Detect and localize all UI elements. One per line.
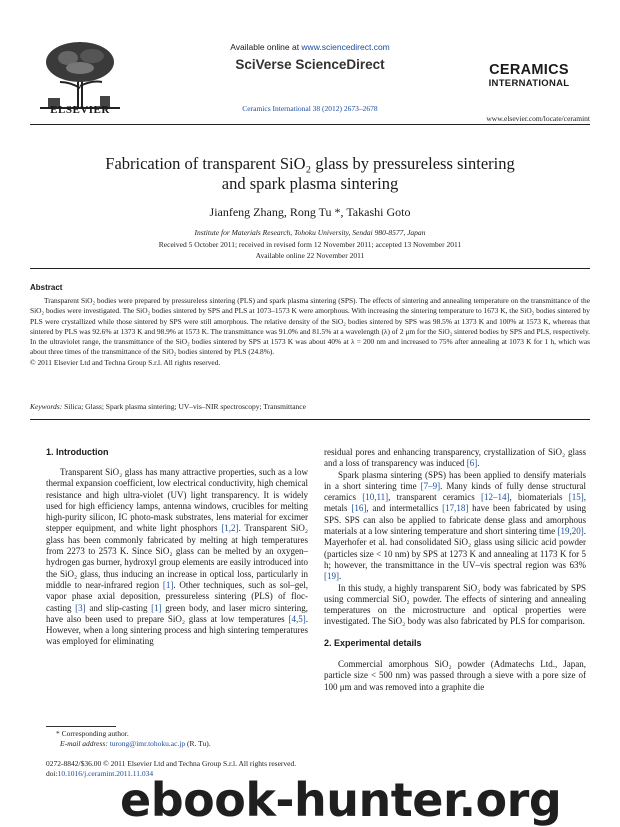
abstract-bottom-divider (30, 419, 590, 420)
email-link[interactable]: turong@imr.tohoku.ac.jp (109, 739, 186, 748)
reference-link[interactable]: [15] (568, 492, 584, 503)
title-line-2: and spark plasma sintering (221, 174, 399, 193)
footnote (46, 729, 308, 749)
reference-link[interactable]: [4,5] (288, 613, 306, 624)
abstract-copyright: © 2011 Elsevier Ltd and Techna Group S.r.l. All rights reserved. (30, 357, 221, 367)
issn-line: 0272-8842/$36.00 © 2011 Elsevier Ltd and Techna Group S.r.l. All rights reserved. (46, 759, 297, 768)
reference-link[interactable]: [7–9] (420, 480, 441, 491)
journal-citation-link[interactable]: Ceramics International 38 (2012) 2673–2678 (242, 104, 378, 113)
journal-url[interactable]: www.elsevier.com/locate/ceramint (486, 114, 590, 123)
experimental-heading: 2. Experimental details (324, 637, 422, 648)
abstract-top-divider (30, 268, 590, 269)
intro-paragraph: Transparent SiO₂ glass has many attractive properties, such as a low thermal expansion coefficient, low electrical conductivity, high chemical resistance and high ultra-violet (UV) light transparency. It is widely used for high efficiency lamps, antenna windows, crucibles for melting high-purity silicon, IC photo-mask substrates, lens material for excimer stepper equipment, and white light phosphors [1,2]. Transparent SiO₂ glass has been commonly fabricated by melting at high temperatures from 2273 to 2573 K. Since SiO₂ glass can be melted by an oxygen–hydrogen gas burner, hydroxyl group elements are easily introduced into the SiO₂ glass, thus inducing an increase in optical loss, particularly in middle to near-infrared region [1]. Other techniques, such as sol–gel, vapor phase axial deposition, pressureless sintering (PLS) of floc-casting [3] and slip-casting [1] green body, and laser micro sintering, have also been used to prepare SiO₂ glass at low temperatures [4,5]. However, when a long sintering process and high sintering temperatures was employed for eliminating (46, 467, 308, 647)
elsevier-tree-logo (40, 38, 120, 110)
reference-link[interactable]: [1] (151, 602, 162, 613)
affiliation: Institute for Materials Research, Tohoku University, Sendai 980-8577, Japan (194, 228, 426, 237)
received-dates: Received 5 October 2011; received in revised form 12 November 2011; accepted 13 November 2011 (158, 240, 462, 249)
journal-logo-line2: INTERNATIONAL (488, 78, 570, 89)
reference-link[interactable]: [3] (75, 602, 86, 613)
authors: Jianfeng Zhang, Rong Tu *, Takashi Goto (209, 205, 411, 219)
keywords-label: Keywords: (30, 402, 63, 411)
watermark: ebook-hunter.org (120, 773, 562, 827)
online-date: Available online 22 November 2011 (255, 250, 365, 260)
abstract-heading: Abstract (30, 283, 63, 292)
reference-link[interactable]: [19] (324, 571, 339, 582)
reference-link[interactable]: [16] (351, 503, 367, 514)
email-line: E-mail address: turong@imr.tohoku.ac.jp (R. Tu). (60, 739, 211, 748)
journal-logo-line1: CERAMICS (489, 62, 569, 78)
reference-link[interactable]: [10,11] (362, 492, 389, 503)
right-paragraph-4: Commercial amorphous SiO₂ powder (Admatechs Ltd., Japan, particle size < 500 nm) was passed through a sieve with a pore size of 100 μm and was removed into a graphite die (324, 659, 586, 692)
doi-link[interactable]: 10.1016/j.ceramint.2011.11.034 (57, 769, 154, 778)
available-online-line (190, 42, 430, 52)
platform-name: SciVerse ScienceDirect (235, 57, 385, 72)
title-line-1: Fabrication of transparent SiO₂ glass by pressureless sintering (105, 154, 515, 173)
doi-line: doi:10.1016/j.ceramint.2011.11.034 (46, 769, 154, 778)
keywords-list: Silica; Glass; Spark plasma sintering; UV–vis–NIR spectroscopy; Transmittance (64, 402, 306, 411)
right-paragraph-3: In this study, a highly transparent SiO₂ body was fabricated by SPS using commercial SiO₂ powder. The effects of sintering and annealing temperatures on the microstructure and optical properties were investigated. The SiO₂ body was also fabricated by PLS for comparison. (324, 582, 586, 627)
abstract-text (30, 296, 590, 368)
publisher-name: ELSEVIER (50, 104, 110, 116)
left-column (46, 467, 308, 648)
introduction-heading: 1. Introduction (46, 447, 109, 457)
header-divider (30, 124, 590, 125)
corresponding-author: * Corresponding author. (56, 729, 129, 738)
right-paragraph-2: Spark plasma sintering (SPS) has been applied to densify materials in a short sintering time [7–9]. Many kinds of fully dense structural ceramics [10,11], transparent ceramics [12–14], biomaterials [15], metals [16], and intermetallics [17,18] have been fabricated by using SPS. SPS can also be applied to fabricate dense glass and amorphous materials at a low sintering temperature and short sintering time [19,20]. Mayerhofer et al. had consolidated SiO₂ glass using silicic acid powder (particles size < 10 nm) by SPS at 1273 K and annealing at 1173 K for 5 h; however, the transmittance in the UV–vis spectral region was 63% [19]. (324, 469, 586, 582)
article-dates (40, 240, 580, 261)
right-paragraph-1: residual pores and enhancing transparency, crystallization of SiO₂ glass and a loss of transparency was induced [6]. (324, 447, 586, 469)
sciencedirect-link[interactable]: www.sciencedirect.com (301, 42, 390, 52)
footnote-rule (46, 726, 116, 727)
journal-logo (474, 63, 584, 90)
keywords (30, 402, 590, 411)
reference-link[interactable]: [1,2] (221, 523, 239, 534)
reference-link[interactable]: [12–14] (481, 492, 510, 503)
right-column (324, 447, 586, 693)
reference-link[interactable]: [6] (466, 458, 478, 469)
reference-link[interactable]: [19,20] (557, 526, 584, 537)
reference-link[interactable]: [17,18] (442, 503, 469, 514)
available-prefix: Available online at (230, 42, 302, 52)
abstract-body: Transparent SiO₂ bodies were prepared by pressureless sintering (PLS) and spark plasma sintering (SPS). The effects of sintering and annealing temperature on the transmittance of the SiO₂ bodies were investigated. The SiO₂ bodies sintered by SPS and PLS at 1073–1573 K were amorphous. With increasing the sintering temperature to 1673 K, the SiO₂ bodies sintered by PLS were crystallized while those sintered by SPS were still amorphous. The relative density of the SiO₂ bodies sintered by SPS was 98.5% at 1373 K and 100% at 1573 K, whereas that sintered by PLS was 92.6% at 1373 K and 98.9% at 1573 K. The transmittance was 91.0% and 81.5% at a wavelength (λ) of 2 μm for the SiO₂ sintered bodies by SPS and PLS, respectively. In the ultraviolet range, the transmittance of the SiO₂ bodies sintered by SPS at 1573 K was about 40% at λ = 200 nm and increased to 75% after annealing at 1073 K for 1 h, which was about three times of the transmittance of the SiO₂ bodies sintered by PLS (24.8%). (30, 296, 591, 357)
reference-link[interactable]: [1] (162, 579, 174, 590)
article-title (40, 154, 580, 194)
